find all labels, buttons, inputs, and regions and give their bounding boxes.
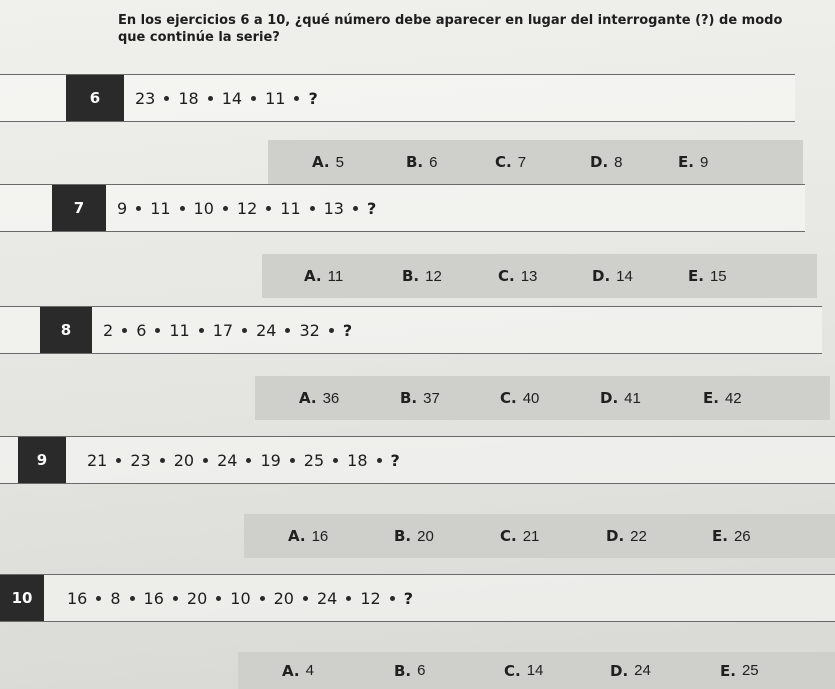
option-a[interactable]: A. 16 bbox=[288, 527, 329, 545]
separator-dot bbox=[346, 596, 351, 601]
option-value: 36 bbox=[322, 389, 340, 407]
question-number-badge: 10 bbox=[0, 575, 44, 621]
option-c[interactable]: C. 21 bbox=[500, 527, 540, 545]
option-value: 8 bbox=[614, 153, 623, 171]
option-value: 6 bbox=[429, 153, 438, 171]
option-b[interactable]: B. 37 bbox=[400, 389, 440, 407]
option-a[interactable]: A. 36 bbox=[299, 389, 340, 407]
sequence-term: 2 bbox=[103, 320, 114, 340]
question-row bbox=[0, 74, 795, 122]
sequence-term: 20 bbox=[186, 588, 208, 608]
answer-options-row bbox=[268, 140, 803, 184]
option-e[interactable]: E. 25 bbox=[720, 661, 759, 680]
sequence-term: 24 bbox=[316, 588, 338, 608]
sequence-term: 11 bbox=[265, 88, 286, 108]
option-value: 22 bbox=[630, 527, 647, 545]
separator-dot bbox=[266, 206, 271, 211]
option-value: 14 bbox=[526, 662, 544, 679]
option-e[interactable]: E. 42 bbox=[703, 389, 742, 407]
sequence-term: 10 bbox=[193, 198, 214, 218]
option-e[interactable]: E. 15 bbox=[688, 267, 727, 285]
sequence-term: 12 bbox=[236, 198, 258, 218]
separator-dot bbox=[294, 96, 299, 101]
option-d[interactable]: D. 8 bbox=[590, 153, 623, 171]
sequence-term: 11 bbox=[280, 198, 301, 218]
option-value: 13 bbox=[520, 267, 538, 285]
option-c[interactable]: C. 7 bbox=[495, 153, 527, 171]
option-value: 16 bbox=[311, 527, 329, 545]
question-number-badge: 8 bbox=[40, 307, 92, 353]
option-value: 15 bbox=[709, 267, 727, 285]
separator-dot bbox=[180, 206, 185, 211]
sequence-term: 14 bbox=[221, 88, 243, 108]
sequence-term: 16 bbox=[67, 588, 88, 608]
sequence-term: 18 bbox=[347, 450, 368, 470]
sequence-term: 23 bbox=[135, 88, 156, 108]
separator-dot bbox=[160, 458, 165, 463]
option-value: 12 bbox=[425, 267, 442, 285]
option-a[interactable]: A. 5 bbox=[312, 153, 344, 171]
sequence-term: 13 bbox=[323, 198, 344, 218]
separator-dot bbox=[199, 328, 204, 333]
option-d[interactable]: D. 41 bbox=[600, 389, 641, 407]
separator-dot bbox=[285, 328, 290, 333]
option-b[interactable]: B. 12 bbox=[402, 267, 442, 285]
option-value: 21 bbox=[522, 527, 540, 545]
answer-options-row bbox=[255, 376, 830, 420]
separator-dot bbox=[377, 458, 382, 463]
sequence-term: 23 bbox=[130, 450, 151, 470]
instruction-text: En los ejercicios 6 a 10, ¿qué número debe aparecer en lugar del interrogante (?) de modo que continúe la serie? bbox=[118, 13, 783, 45]
separator-dot bbox=[116, 458, 121, 463]
separator-dot bbox=[329, 328, 334, 333]
question-row bbox=[0, 184, 805, 232]
option-value: 42 bbox=[724, 389, 742, 407]
separator-dot bbox=[203, 458, 208, 463]
question-mark: ? bbox=[390, 450, 400, 470]
option-e[interactable]: E. 26 bbox=[712, 527, 751, 545]
option-value: 6 bbox=[417, 662, 426, 679]
option-value: 9 bbox=[699, 153, 709, 171]
sequence-term: 9 bbox=[117, 198, 128, 218]
separator-dot bbox=[223, 206, 228, 211]
option-value: 5 bbox=[335, 153, 344, 171]
sequence-term: 20 bbox=[173, 450, 195, 470]
sequence-term: 25 bbox=[303, 450, 325, 470]
separator-dot bbox=[353, 206, 358, 211]
option-e[interactable]: E. 9 bbox=[678, 153, 709, 171]
option-b[interactable]: B. 6 bbox=[406, 153, 438, 171]
sequence-term: 18 bbox=[178, 88, 199, 108]
question-mark: ? bbox=[366, 198, 377, 218]
separator-dot bbox=[136, 206, 141, 211]
option-value: 40 bbox=[522, 389, 540, 407]
question-mark: ? bbox=[403, 588, 413, 608]
question-number-badge: 6 bbox=[66, 75, 124, 121]
option-value: 14 bbox=[616, 267, 633, 285]
sequence-term: 20 bbox=[273, 588, 294, 608]
question-row bbox=[0, 306, 822, 354]
option-b[interactable]: B. 6 bbox=[394, 661, 426, 680]
option-c[interactable]: C. 13 bbox=[498, 267, 538, 285]
sequence-term: 17 bbox=[212, 320, 234, 340]
option-value: 24 bbox=[634, 662, 651, 679]
separator-dot bbox=[310, 206, 315, 211]
separator-dot bbox=[130, 596, 135, 601]
separator-dot bbox=[303, 596, 308, 601]
option-value: 37 bbox=[423, 389, 440, 407]
option-d[interactable]: D. 24 bbox=[610, 661, 651, 680]
option-d[interactable]: D. 22 bbox=[606, 527, 647, 545]
option-value: 41 bbox=[624, 389, 641, 407]
separator-dot bbox=[260, 596, 265, 601]
sequence-term: 32 bbox=[299, 320, 320, 340]
sequence-term: 11 bbox=[150, 198, 171, 218]
answer-options-row bbox=[262, 254, 817, 298]
separator-dot bbox=[333, 458, 338, 463]
question-mark: ? bbox=[308, 88, 318, 108]
answer-options-row bbox=[238, 652, 835, 689]
sequence-term: 24 bbox=[256, 320, 277, 340]
separator-dot bbox=[251, 96, 256, 101]
separator-dot bbox=[173, 596, 178, 601]
option-c[interactable]: C. 40 bbox=[500, 389, 540, 407]
question-row bbox=[0, 436, 835, 484]
separator-dot bbox=[242, 328, 247, 333]
separator-dot bbox=[96, 596, 101, 601]
number-sequence bbox=[132, 75, 321, 121]
option-d[interactable]: D. 14 bbox=[592, 267, 633, 285]
sequence-term: 8 bbox=[110, 588, 121, 608]
sequence-term: 21 bbox=[87, 450, 108, 470]
separator-dot bbox=[122, 328, 127, 333]
option-value: 20 bbox=[417, 527, 434, 545]
separator-dot bbox=[155, 328, 160, 333]
sequence-term: 24 bbox=[217, 450, 238, 470]
number-sequence bbox=[84, 437, 403, 483]
separator-dot bbox=[390, 596, 395, 601]
sequence-term: 16 bbox=[143, 588, 164, 608]
sequence-term: 19 bbox=[260, 450, 281, 470]
separator-dot bbox=[246, 458, 251, 463]
number-sequence bbox=[100, 307, 355, 353]
option-value: 11 bbox=[327, 267, 344, 285]
number-sequence bbox=[64, 575, 416, 621]
number-sequence bbox=[114, 185, 379, 231]
answer-options-row bbox=[244, 514, 835, 558]
option-c[interactable]: C. 14 bbox=[504, 661, 544, 680]
question-number-badge: 7 bbox=[52, 185, 106, 231]
option-value: 25 bbox=[741, 662, 759, 679]
sequence-term: 11 bbox=[169, 320, 190, 340]
option-value: 4 bbox=[305, 662, 314, 679]
option-a[interactable]: A. 11 bbox=[304, 267, 344, 285]
separator-dot bbox=[208, 96, 213, 101]
question-row bbox=[0, 574, 835, 622]
option-value: 26 bbox=[733, 527, 751, 545]
sequence-term: 12 bbox=[360, 588, 381, 608]
option-value: 7 bbox=[517, 153, 527, 171]
question-mark: ? bbox=[342, 320, 353, 340]
separator-dot bbox=[290, 458, 295, 463]
question-number-badge: 9 bbox=[18, 437, 66, 483]
sequence-term: 6 bbox=[136, 320, 147, 340]
separator-dot bbox=[216, 596, 221, 601]
separator-dot bbox=[164, 96, 169, 101]
option-b[interactable]: B. 20 bbox=[394, 527, 434, 545]
sequence-term: 10 bbox=[230, 588, 251, 608]
option-a[interactable]: A. 4 bbox=[282, 661, 314, 680]
